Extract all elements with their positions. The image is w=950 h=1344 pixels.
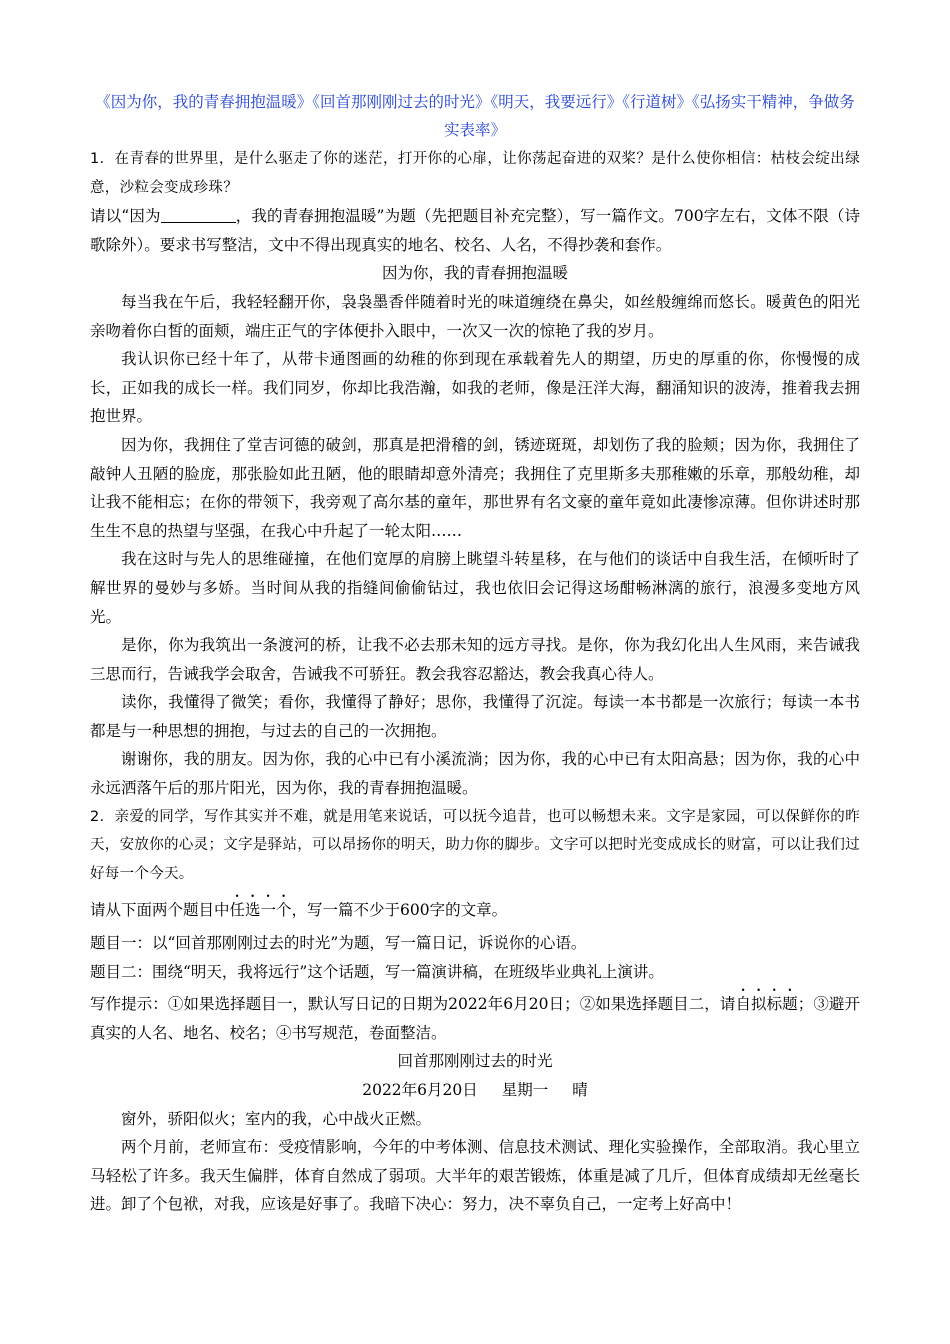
q2-tips-emphasis: 自拟标题 (735, 995, 798, 1014)
essay2-paragraph: 两个月前，老师宣布：受疫情影响，今年的中考体测、信息技术测试、理化实验操作，全部取消。我心里立马轻松了许多。我天生偏胖，体育自然成了弱项。大半年的艰苦锻炼，体重是减了几斤，但体育成绩却无丝毫长进。卸了个包袱，对我，应该是好事了。我暗下决心：努力，决不辜负自己，一定考上好高中！ (90, 1138, 860, 1214)
essay2-date-line (90, 1076, 860, 1105)
q1-prompt: 1．在青春的世界里，是什么驱走了你的迷茫，打开你的心扉，让你荡起奋进的双桨？是什么使你相信：枯枝会绽出绿意，沙粒会变成珍珠？ (90, 151, 860, 196)
q2-tips-end: ；③避开真实的人名、地名、校名；④书写规范，卷面整洁。 (90, 995, 860, 1042)
q2-choose-instruction (90, 892, 860, 925)
q2-choose-emphasis: 任选一个 (229, 901, 292, 920)
essay1-title: 因为你，我的青春拥抱温暖 (381, 264, 568, 283)
essay2-paragraph: 窗外，骄阳似火；室内的我，心中战火正燃。 (121, 1109, 432, 1128)
essay1-paragraph: 每当我在午后，我轻轻翻开你，袅袅墨香伴随着时光的味道缠绕在鼻尖，如丝般缠绵而悠长。暖黄色的阳光亲吻着你白皙的面颊，端庄正气的字体便扑入眼中，一次又一次的惊艳了我的岁月。 (90, 292, 860, 340)
q1-instruction-end: ，我的青春拥抱温暖”为题（先把题目补充完整），写一篇作文。700字左右，文体不限（诗歌除外）。要求书写整洁，文中不得出现真实的地名、校名、人名，不得抄袭和套作。 (90, 207, 860, 254)
article-links-header[interactable]: 《因为你，我的青春拥抱温暖》《回首那刚刚过去的时光》《明天，我要远行》《行道树》《弘扬实干精神，争做务实表率》 (95, 93, 855, 139)
q2-choose-start: 请从下面两个题目中 (90, 901, 230, 920)
q2-writing-tips (90, 986, 860, 1047)
diary-date: 2022年6月20日 (362, 1081, 478, 1099)
diary-weather: 晴 (572, 1081, 588, 1099)
q2-choose-end: ，写一篇不少于600字的文章。 (291, 901, 508, 920)
title-blank (161, 207, 236, 224)
q2-topic-one: 题目一：以“回首那刚刚过去的时光”为题，写一篇日记，诉说你的心语。 (90, 934, 587, 953)
q2-prompt: 2．亲爱的同学，写作其实并不难，就是用笔来说话，可以抚今追昔，也可以畅想未来。文字是家园，可以保鲜你的昨天，安放你的心灵；文字是驿站，可以昂扬你的明天，助力你的脚步。文字可以把时光变成成长的财富，可以让我们过好每一个今天。 (90, 808, 860, 882)
essay1-paragraph: 读你，我懂得了微笑；看你，我懂得了静好；思你，我懂得了沉淀。每读一本书都是一次旅行；每读一本书都是与一种思想的拥抱，与过去的自己的一次拥抱。 (90, 693, 860, 740)
essay2-title: 回首那刚刚过去的时光 (397, 1052, 553, 1071)
essay1-paragraph: 因为你，我拥住了堂吉诃德的破剑，那真是把滑稽的剑，锈迹斑斑，却划伤了我的脸颊；因为你，我拥住了敲钟人丑陋的脸庞，那张脸如此丑陋，他的眼睛却意外清亮；我拥住了克里斯多夫那稚嫩的乐章，那般幼稚，却让我不能相忘；在你的带领下，我旁观了高尔基的童年，那世界有名文豪的童年竟如此凄惨凉薄。但你讲述时那生生不息的热望与坚强，在我心中升起了一轮太阳…… (90, 435, 860, 540)
essay1-paragraph: 谢谢你，我的朋友。因为你，我的心中已有小溪流淌；因为你，我的心中已有太阳高悬；因为你，我的心中永远洒落午后的那片阳光，因为你，我的青春拥抱温暖。 (90, 750, 860, 798)
essay1-paragraph: 我在这时与先人的思维碰撞，在他们宽厚的肩膀上眺望斗转星移，在与他们的谈话中自我生活，在倾听时了解世界的曼妙与多娇。当时间从我的指缝间偷偷钻过，我也依旧会记得这场酣畅淋漓的旅行，浪漫多变地方风光。 (90, 550, 860, 626)
q1-instruction (90, 202, 860, 259)
diary-weekday: 星期一 (501, 1081, 549, 1099)
q2-topic-two: 题目二：围绕“明天，我将远行”这个话题，写一篇演讲稿，在班级毕业典礼上演讲。 (90, 962, 664, 981)
q2-tips-start: 写作提示：①如果选择题目一，默认写日记的日期为2022年6月20日；②如果选择题目二，请 (90, 995, 736, 1014)
essay1-paragraph: 我认识你已经十年了，从带卡通图画的幼稚的你到现在承载着先人的期望，历史的厚重的你，你慢慢的成长，正如我的成长一样。我们同岁，你却比我浩瀚，如我的老师，像是汪洋大海，翻涌知识的波涛，推着我去拥抱世界。 (90, 350, 860, 426)
essay1-paragraph: 是你，你为我筑出一条渡河的桥，让我不必去那未知的远方寻找。是你，你为我幻化出人生风雨，来告诫我三思而行，告诫我学会取舍，告诫我不可骄狂。教会我容忍豁达，教会我真心待人。 (90, 636, 860, 683)
document-content (90, 145, 860, 1219)
q1-instruction-start: 请以“因为 (90, 207, 161, 226)
